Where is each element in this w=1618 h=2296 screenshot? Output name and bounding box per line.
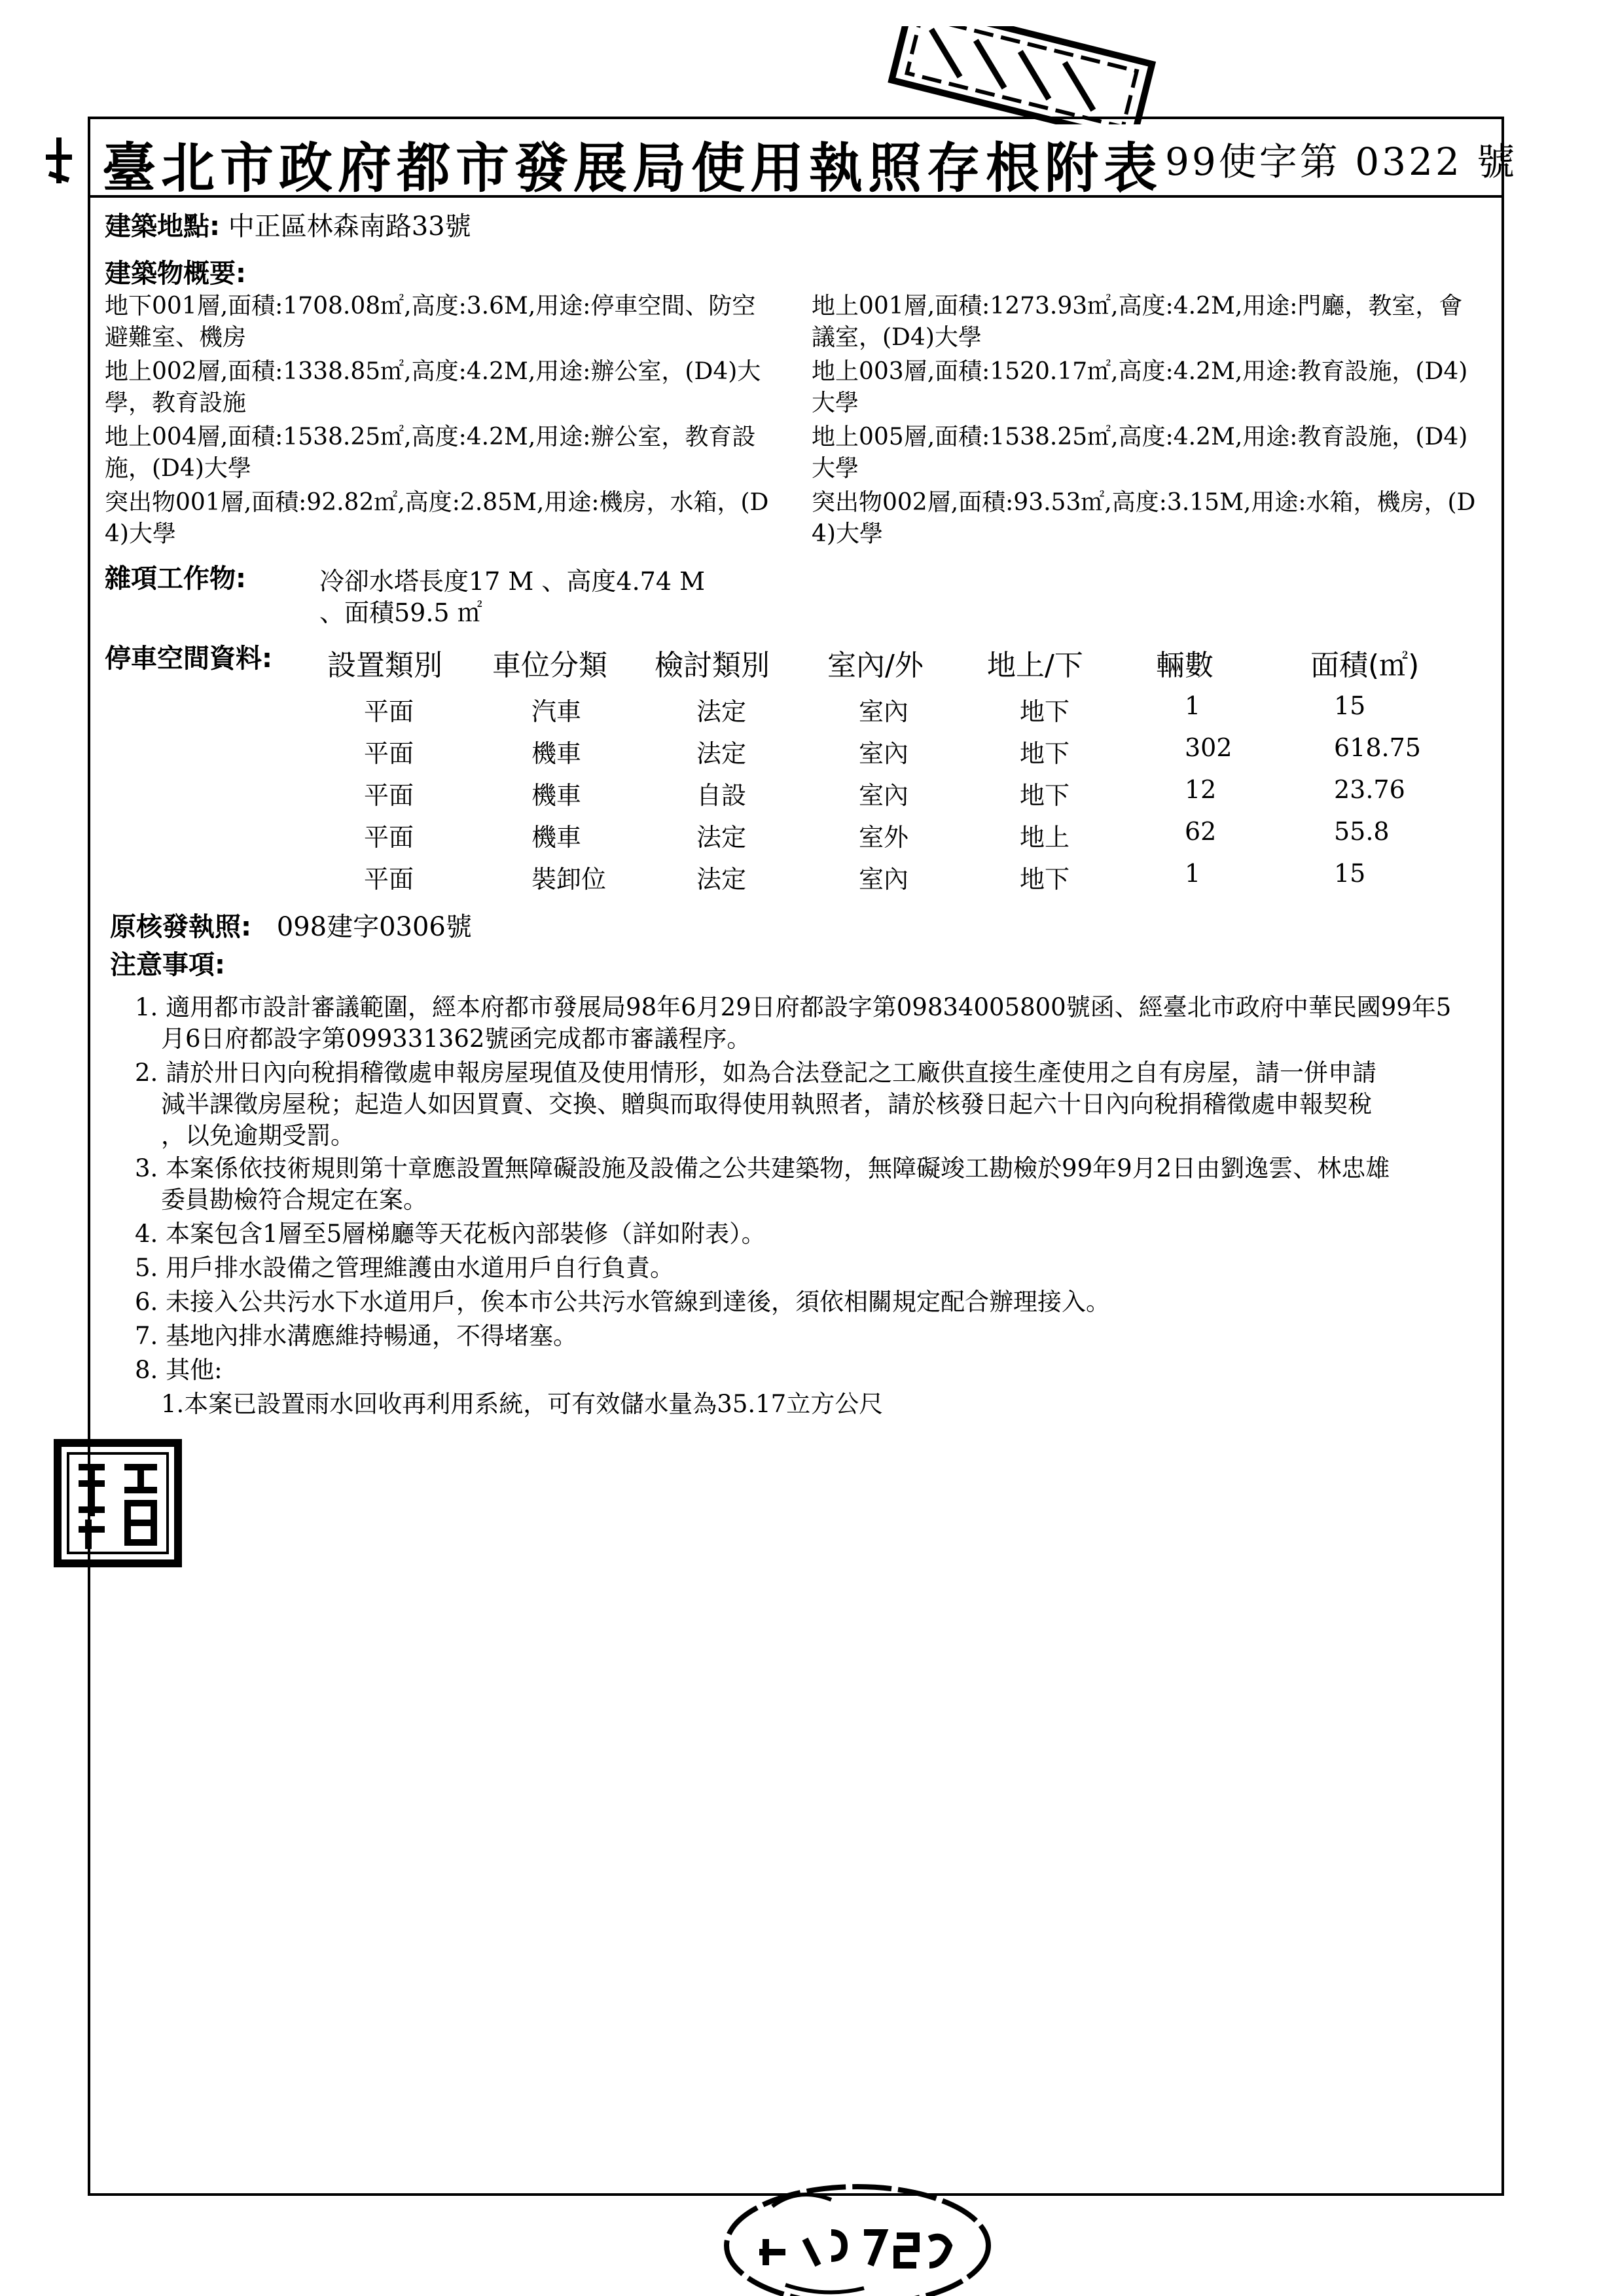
parking-header-cell: 檢討類別 (655, 649, 770, 682)
site-value: 中正區林森南路33號 (228, 211, 471, 242)
overview-line: 4)大學 (812, 520, 883, 547)
table-cell: 法定 (696, 697, 747, 726)
table-cell: 平面 (364, 865, 414, 894)
table-cell: 平面 (364, 823, 414, 852)
table-cell: 23.76 (1334, 775, 1405, 804)
table-cell: 平面 (364, 781, 414, 810)
table-cell: 618.75 (1334, 733, 1421, 762)
note-line: 1.本案已設置雨水回收再利用系統，可有效儲水量為35.17立方公尺 (161, 1390, 884, 1418)
overview-line: 突出物002層,面積:93.53㎡,高度:3.15M,用途:水箱，機房，(D (812, 489, 1476, 516)
parking-header-cell: 面積(㎡) (1310, 649, 1420, 682)
overview-line: 避難室、機房 (105, 324, 247, 351)
table-cell: 302 (1185, 733, 1232, 762)
table-cell: 室內 (859, 781, 909, 810)
table-cell: 1 (1185, 691, 1201, 720)
parking-header-cell: 設置類別 (327, 649, 442, 682)
margin-mark (46, 137, 72, 183)
overview-line: 學，教育設施 (105, 390, 247, 416)
note-line: 2. 請於卅日內向稅捐稽徵處申報房屋現值及使用情形，如為合法登記之工廠供直接生產使用之自有房屋，請一併申請 (135, 1059, 1377, 1087)
table-cell: 自設 (696, 781, 747, 810)
table-cell: 15 (1334, 859, 1366, 888)
table-cell: 裝卸位 (531, 865, 607, 894)
original-permit-row (110, 911, 472, 943)
note-line: 減半課徵房屋稅；起造人如因買賣、交換、贈與而取得使用執照者，請於核發日起六十日內向稅捐稽徵處申報契稅 (161, 1090, 1372, 1118)
original-permit-label: 原核發執照: (110, 912, 251, 942)
seal-stamp-left (52, 1438, 183, 1569)
overview-line: 議室，(D4)大學 (812, 324, 982, 351)
overview-line: 突出物001層,面積:92.82㎡,高度:2.85M,用途:機房，水箱，(D (105, 489, 769, 516)
table-cell: 1 (1185, 859, 1201, 888)
note-line: 5. 用戶排水設備之管理維護由水道用戶自行負責。 (135, 1254, 675, 1282)
overview-line: 地上001層,面積:1273.93㎡,高度:4.2M,用途:門廳，教室，會 (812, 293, 1463, 319)
note-line: 3. 本案係依技術規則第十章應設置無障礙設施及設備之公共建築物，無障礙竣工勘檢於99年9月2日由劉逸雲、林忠雄 (135, 1154, 1390, 1182)
note-line: 月6日府都設字第099331362號函完成都市審議程序。 (161, 1025, 751, 1053)
note-line: 委員勘檢符合規定在案。 (161, 1186, 427, 1214)
table-cell: 地下 (1020, 781, 1070, 810)
table-cell: 平面 (364, 739, 414, 768)
table-cell: 地下 (1020, 865, 1070, 894)
page-title: 臺北市政府都市發展局使用執照存根附表 (102, 137, 1163, 200)
parking-header-cell: 室內/外 (827, 649, 924, 682)
table-cell: 室內 (859, 865, 909, 894)
table-cell: 法定 (696, 739, 747, 768)
overview-line: 地下001層,面積:1708.08㎡,高度:3.6M,用途:停車空間、防空 (105, 293, 756, 319)
table-cell: 12 (1185, 775, 1217, 804)
table-cell: 地上 (1020, 823, 1070, 852)
note-line: 6. 未接入公共污水下水道用戶，俟本市公共污水管線到達後，須依相關規定配合辦理接入。 (135, 1288, 1111, 1316)
table-cell: 機車 (531, 781, 582, 810)
note-line: 8. 其他: (135, 1356, 223, 1384)
note-line: 4. 本案包含1層至5層梯廳等天花板內部裝修（詳如附表）。 (135, 1220, 766, 1248)
overview-line: 大學 (812, 455, 859, 482)
table-cell: 15 (1334, 691, 1366, 720)
parking-header-cell: 地上/下 (987, 649, 1083, 682)
table-cell: 機車 (531, 739, 582, 768)
parking-header-cell: 車位分類 (492, 649, 607, 682)
table-cell: 62 (1185, 817, 1217, 846)
table-cell: 55.8 (1334, 817, 1390, 846)
table-cell: 地下 (1020, 739, 1070, 768)
table-cell: 室內 (859, 739, 909, 768)
note-line: 1. 適用都市設計審議範圍，經本府都市發展局98年6月29日府都設字第09834005800號函、經臺北市政府中華民國99年5 (135, 993, 1452, 1021)
overview-label: 建築物概要: (105, 259, 246, 289)
overview-line: 地上003層,面積:1520.17㎡,高度:4.2M,用途:教育設施，(D4) (812, 358, 1468, 385)
overview-line: 地上004層,面積:1538.25㎡,高度:4.2M,用途:辦公室，教育設 (105, 424, 756, 450)
table-cell: 地下 (1020, 697, 1070, 726)
misc-line-2: 、面積59.5 ㎡ (319, 598, 482, 627)
table-cell: 法定 (696, 823, 747, 852)
parking-label: 停車空間資料: (105, 644, 272, 674)
table-cell: 平面 (364, 697, 414, 726)
site-label: 建築地點: (105, 211, 220, 242)
overview-line: 施，(D4)大學 (105, 455, 251, 482)
site-row (105, 211, 471, 242)
misc-label: 雜項工作物: (105, 564, 246, 594)
misc-line-1: 冷卻水塔長度17 M 、高度4.74 M (319, 567, 706, 596)
overview-line: 4)大學 (105, 520, 176, 547)
original-permit-value: 098建字0306號 (276, 912, 472, 942)
parking-header-cell: 輛數 (1156, 649, 1214, 682)
seal-stamp-top (884, 26, 1159, 124)
table-cell: 機車 (531, 823, 582, 852)
phone-stamp-bottom (720, 2180, 995, 2296)
table-cell: 室外 (859, 823, 909, 852)
note-line: 7. 基地內排水溝應維持暢通，不得堵塞。 (135, 1322, 578, 1350)
table-cell: 室內 (859, 697, 909, 726)
overview-line: 大學 (812, 390, 859, 416)
overview-line: 地上005層,面積:1538.25㎡,高度:4.2M,用途:教育設施，(D4) (812, 424, 1468, 450)
overview-line: 地上002層,面積:1338.85㎡,高度:4.2M,用途:辦公室，(D4)大 (105, 358, 761, 385)
permit-number: 99使字第 0322 號 (1165, 139, 1518, 184)
table-cell: 法定 (696, 865, 747, 894)
table-cell: 汽車 (531, 697, 582, 726)
notes-label: 注意事項: (110, 950, 225, 980)
note-line: ，以免逾期受罰。 (161, 1121, 355, 1150)
